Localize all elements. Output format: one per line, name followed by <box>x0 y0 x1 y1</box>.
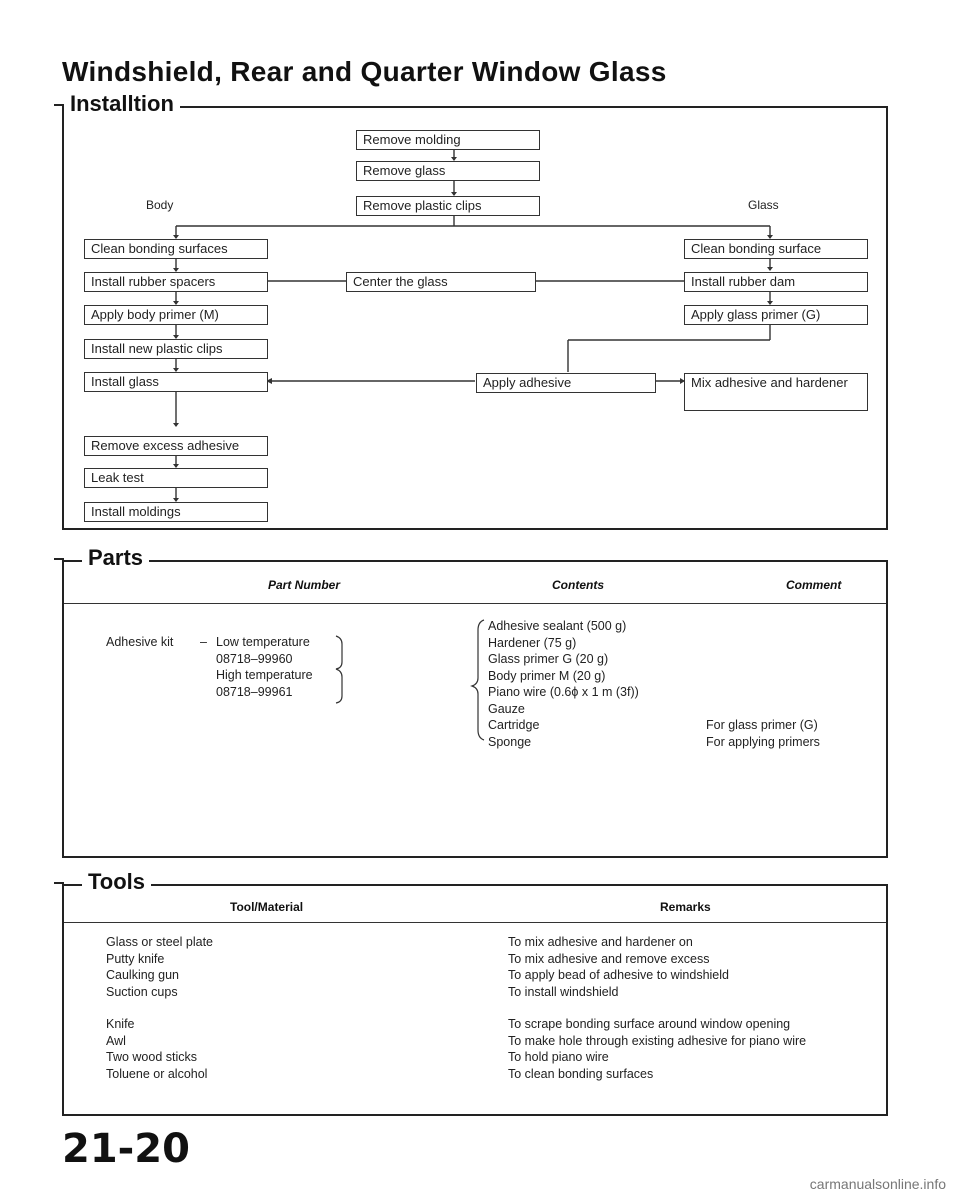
section-lead-line <box>54 882 64 884</box>
watermark: carmanualsonline.info <box>809 1176 946 1192</box>
tools-group-1 <box>106 934 213 1000</box>
content-item: Sponge <box>488 734 532 749</box>
remarks-header: Remarks <box>660 900 711 914</box>
remark-item: To apply bead of adhesive to windshield <box>508 968 729 982</box>
content-item: Cartridge <box>488 718 540 732</box>
tool-item: Toluene or alcohol <box>106 1066 208 1081</box>
variant-low-part-number: 08718–99960 <box>216 651 293 666</box>
contents-header: Contents <box>552 578 604 592</box>
step-clean-bonding-surface: Clean bonding surface <box>684 239 868 259</box>
tools-header-rule <box>64 922 886 923</box>
kit-contents <box>488 618 639 750</box>
step-apply-body-primer: Apply body primer (M) <box>84 305 268 325</box>
comment-item: For applying primers <box>706 734 820 749</box>
tools-label: Tools <box>82 869 151 895</box>
parts-label: Parts <box>82 545 149 571</box>
tool-item: Suction cups <box>106 984 178 999</box>
step-center-the-glass: Center the glass <box>346 272 536 292</box>
content-item: Gauze <box>488 701 525 716</box>
content-item: Body primer M (20 g) <box>488 668 606 683</box>
glass-header: Glass <box>748 198 779 212</box>
step-remove-plastic-clips: Remove plastic clips <box>356 196 540 216</box>
content-item: Hardener (75 g) <box>488 635 577 650</box>
step-install-new-plastic-clips: Install new plastic clips <box>84 339 268 359</box>
step-remove-molding: Remove molding <box>356 130 540 150</box>
tool-item: Awl <box>106 1033 126 1048</box>
content-item: Adhesive sealant (500 g) <box>488 619 627 633</box>
remark-item: To scrape bonding surface around window opening <box>508 1017 791 1031</box>
remark-item: To mix adhesive and hardener on <box>508 935 693 949</box>
content-item: Glass primer G (20 g) <box>488 652 609 666</box>
step-remove-glass: Remove glass <box>356 161 540 181</box>
step-install-rubber-spacers: Install rubber spacers <box>84 272 268 292</box>
page-number: 21-20 <box>62 1126 190 1172</box>
variant-high-part-number: 08718–99961 <box>216 684 293 699</box>
remark-item: To clean bonding surfaces <box>508 1066 654 1081</box>
step-remove-excess-adhesive: Remove excess adhesive <box>84 436 268 456</box>
step-install-rubber-dam: Install rubber dam <box>684 272 868 292</box>
step-mix-adhesive-and-hardener: Mix adhesive and hardener <box>684 373 868 411</box>
part-number-header: Part Number <box>268 578 341 592</box>
tool-item: Putty knife <box>106 951 165 966</box>
tools-group-2 <box>106 1016 207 1082</box>
tool-item: Two wood sticks <box>106 1050 198 1064</box>
step-clean-bonding-surfaces: Clean bonding surfaces <box>84 239 268 259</box>
step-install-moldings: Install moldings <box>84 502 268 522</box>
variant-low-temperature: Low temperature <box>216 635 310 649</box>
step-apply-glass-primer: Apply glass primer (G) <box>684 305 868 325</box>
variant-high-temperature: High temperature <box>216 668 313 682</box>
remark-item: To mix adhesive and remove excess <box>508 951 710 966</box>
kit-comments <box>706 717 820 750</box>
tool-item: Knife <box>106 1017 135 1031</box>
remark-item: To install windshield <box>508 984 619 999</box>
comment-header: Comment <box>786 578 842 592</box>
step-apply-adhesive: Apply adhesive <box>476 373 656 393</box>
body-header: Body <box>146 198 174 212</box>
remark-item: To hold piano wire <box>508 1050 609 1064</box>
remark-item: To make hole through existing adhesive for piano wire <box>508 1033 807 1048</box>
kit-dash: – <box>200 635 207 649</box>
content-item: Piano wire (0.6ϕ x 1 m (3f)) <box>488 685 639 699</box>
adhesive-kit-label: Adhesive kit <box>106 635 174 649</box>
step-install-glass: Install glass <box>84 372 268 392</box>
installation-label: Installtion <box>64 91 180 117</box>
tool-item: Glass or steel plate <box>106 935 213 949</box>
comment-item: For glass primer (G) <box>706 718 818 732</box>
tool-item: Caulking gun <box>106 968 179 982</box>
page-title: Windshield, Rear and Quarter Window Glass <box>62 56 667 87</box>
remarks-group-2 <box>508 1016 806 1082</box>
remarks-group-1 <box>508 934 729 1000</box>
tool-material-header: Tool/Material <box>230 900 304 914</box>
step-leak-test: Leak test <box>84 468 268 488</box>
